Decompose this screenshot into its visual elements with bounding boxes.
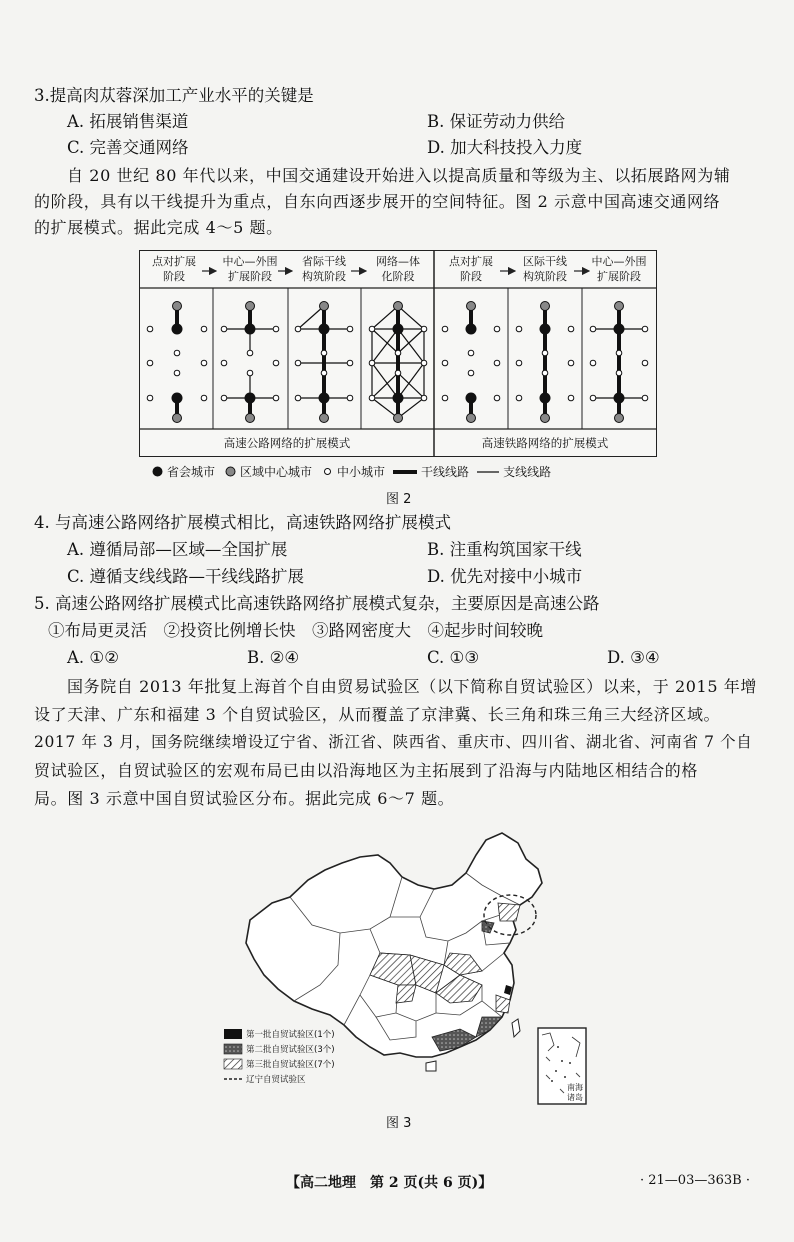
hw-panel-1 [147, 302, 207, 423]
hw-panel-4 [369, 302, 427, 423]
figure2-legend [152, 463, 551, 480]
passage1-line2: 的阶段，具有以干线提升为重点，自东向西逐步展开的空间特征。图 2 示意中国高速交通网络 [34, 192, 721, 211]
q3-option-b: B. 保证劳动力供给 [427, 112, 566, 131]
q3-stem: 3.提高肉苁蓉深加工产业水平的关键是 [34, 86, 314, 105]
liaoning-ftz [498, 903, 520, 921]
legend-trunk: 干线线路 [421, 465, 470, 479]
rw-panel-3 [590, 302, 648, 423]
inset-label-2: 诸岛 [567, 1093, 583, 1102]
footer-code: · 21—03—363B · [640, 1173, 750, 1188]
rw-stage3-l1: 中心—外围 [591, 255, 647, 268]
passage2-line3: 2017 年 3 月，国务院继续增设辽宁省、浙江省、陕西省、重庆市、四川省、湖北省、河南省 7 个自 [34, 733, 753, 751]
q4-option-c: C. 遵循支线线路—干线线路扩展 [67, 567, 305, 586]
q3-option-c: C. 完善交通网络 [67, 138, 189, 157]
passage2-line4: 贸试验区，自贸试验区的宏观布局已由以沿海地区为主拓展到了沿海与内陆地区相结合的格 [34, 761, 699, 780]
q4-option-d: D. 优先对接中小城市 [427, 567, 583, 586]
hw-stage3-l2: 构筑阶段 [302, 270, 346, 283]
rw-stage3-l2: 扩展阶段 [597, 270, 641, 283]
hainan [426, 1061, 436, 1071]
legend-batch3-swatch [224, 1059, 242, 1069]
legend-batch2-swatch [224, 1044, 242, 1054]
q3-option-a: A. 拓展销售渠道 [67, 112, 189, 131]
rw-stage1-l2: 阶段 [460, 270, 482, 283]
hw-stage4-l1: 网络—体 [376, 255, 420, 268]
q4-option-a: A. 遵循局部—区域—全国扩展 [67, 540, 288, 559]
legend-batch1-swatch [224, 1029, 242, 1039]
hw-stage4-l2: 化阶段 [381, 270, 415, 283]
q5-items: ①布局更灵活 ②投资比例增长快 ③路网密度大 ④起步时间较晚 [48, 621, 543, 640]
q5-option-a: A. ①② [67, 648, 119, 667]
q3-option-d: D. 加大科技投入力度 [427, 138, 583, 157]
legend-small: 中小城市 [337, 465, 386, 479]
rw-stage1-l1: 点对扩展 [449, 255, 493, 268]
footer-page-info: 【高二地理 第 2 页(共 6 页)】 [286, 1175, 493, 1191]
trunk-line-icon [393, 468, 417, 476]
rw-panel-2 [516, 302, 574, 423]
passage2-line5: 局。图 3 示意中国自贸试验区分布。据此完成 6～7 题。 [34, 789, 455, 808]
figure3-china-map [220, 825, 590, 1115]
inset-label-1: 南海 [567, 1083, 583, 1092]
legend-batch1: 第一批自贸试验区(1个) [246, 1030, 335, 1040]
south-china-sea-inset [538, 1028, 586, 1104]
hw-stage1-l2: 阶段 [163, 270, 185, 283]
q4-stem: 4. 与高速公路网络扩展模式相比，高速铁路网络扩展模式 [34, 513, 451, 532]
hw-panel-2 [221, 302, 279, 423]
legend-liaoning: 辽宁自贸试验区 [246, 1075, 306, 1085]
hw-panel-3 [295, 302, 353, 423]
legend-branch: 支线线路 [503, 465, 552, 479]
q5-option-c: C. ①③ [427, 648, 480, 667]
china-map-svg [220, 825, 590, 1115]
rw-panel-1 [442, 302, 500, 423]
hw-stage2-l2: 扩展阶段 [228, 270, 272, 283]
branch-line-icon [477, 468, 499, 476]
figure3-legend [224, 1029, 335, 1085]
small-city-icon [322, 466, 333, 477]
capital-city-icon [152, 466, 163, 477]
regional-city-icon [225, 466, 236, 477]
passage2-line1: 国务院自 2013 年批复上海首个自由贸易试验区（以下简称自贸试验区）以来，于 2015 年增 [67, 677, 757, 696]
figure2-network-diagram [139, 250, 657, 457]
legend-batch3: 第三批自贸试验区(7个) [246, 1060, 335, 1070]
hw-stage3-l1: 省际干线 [302, 255, 346, 268]
q5-option-d: D. ③④ [607, 648, 660, 667]
q5-stem: 5. 高速公路网络扩展模式比高速铁路网络扩展模式复杂，主要原因是高速公路 [34, 594, 600, 613]
railway-caption: 高速铁路网络的扩展模式 [481, 436, 609, 450]
q4-option-b: B. 注重构筑国家干线 [427, 540, 582, 559]
passage2-line2: 设了天津、广东和福建 3 个自贸试验区，从而覆盖了京津冀、长三角和珠三角三大经济区域。 [34, 705, 721, 724]
figure3-label: 图 3 [386, 1116, 412, 1131]
taiwan [512, 1019, 520, 1037]
hw-stage1-l1: 点对扩展 [152, 255, 196, 268]
passage1-line1: 自 20 世纪 80 年代以来，中国交通建设开始进入以提高质量和等级为主、以拓展路网为辅 [67, 166, 731, 185]
legend-regional: 区域中心城市 [240, 465, 313, 479]
rw-stage2-l2: 构筑阶段 [523, 270, 567, 283]
figure2-label: 图 2 [386, 492, 412, 507]
legend-batch2: 第二批自贸试验区(3个) [246, 1045, 335, 1055]
hw-stage2-l1: 中心—外围 [222, 255, 278, 268]
legend-capital: 省会城市 [167, 465, 216, 479]
rw-stage2-l1: 区际干线 [523, 255, 567, 268]
figure2-svg [140, 251, 656, 456]
highway-caption: 高速公路网络的扩展模式 [223, 436, 351, 450]
passage1-line3: 的扩展模式。据此完成 4～5 题。 [34, 218, 283, 237]
q5-option-b: B. ②④ [247, 648, 300, 667]
